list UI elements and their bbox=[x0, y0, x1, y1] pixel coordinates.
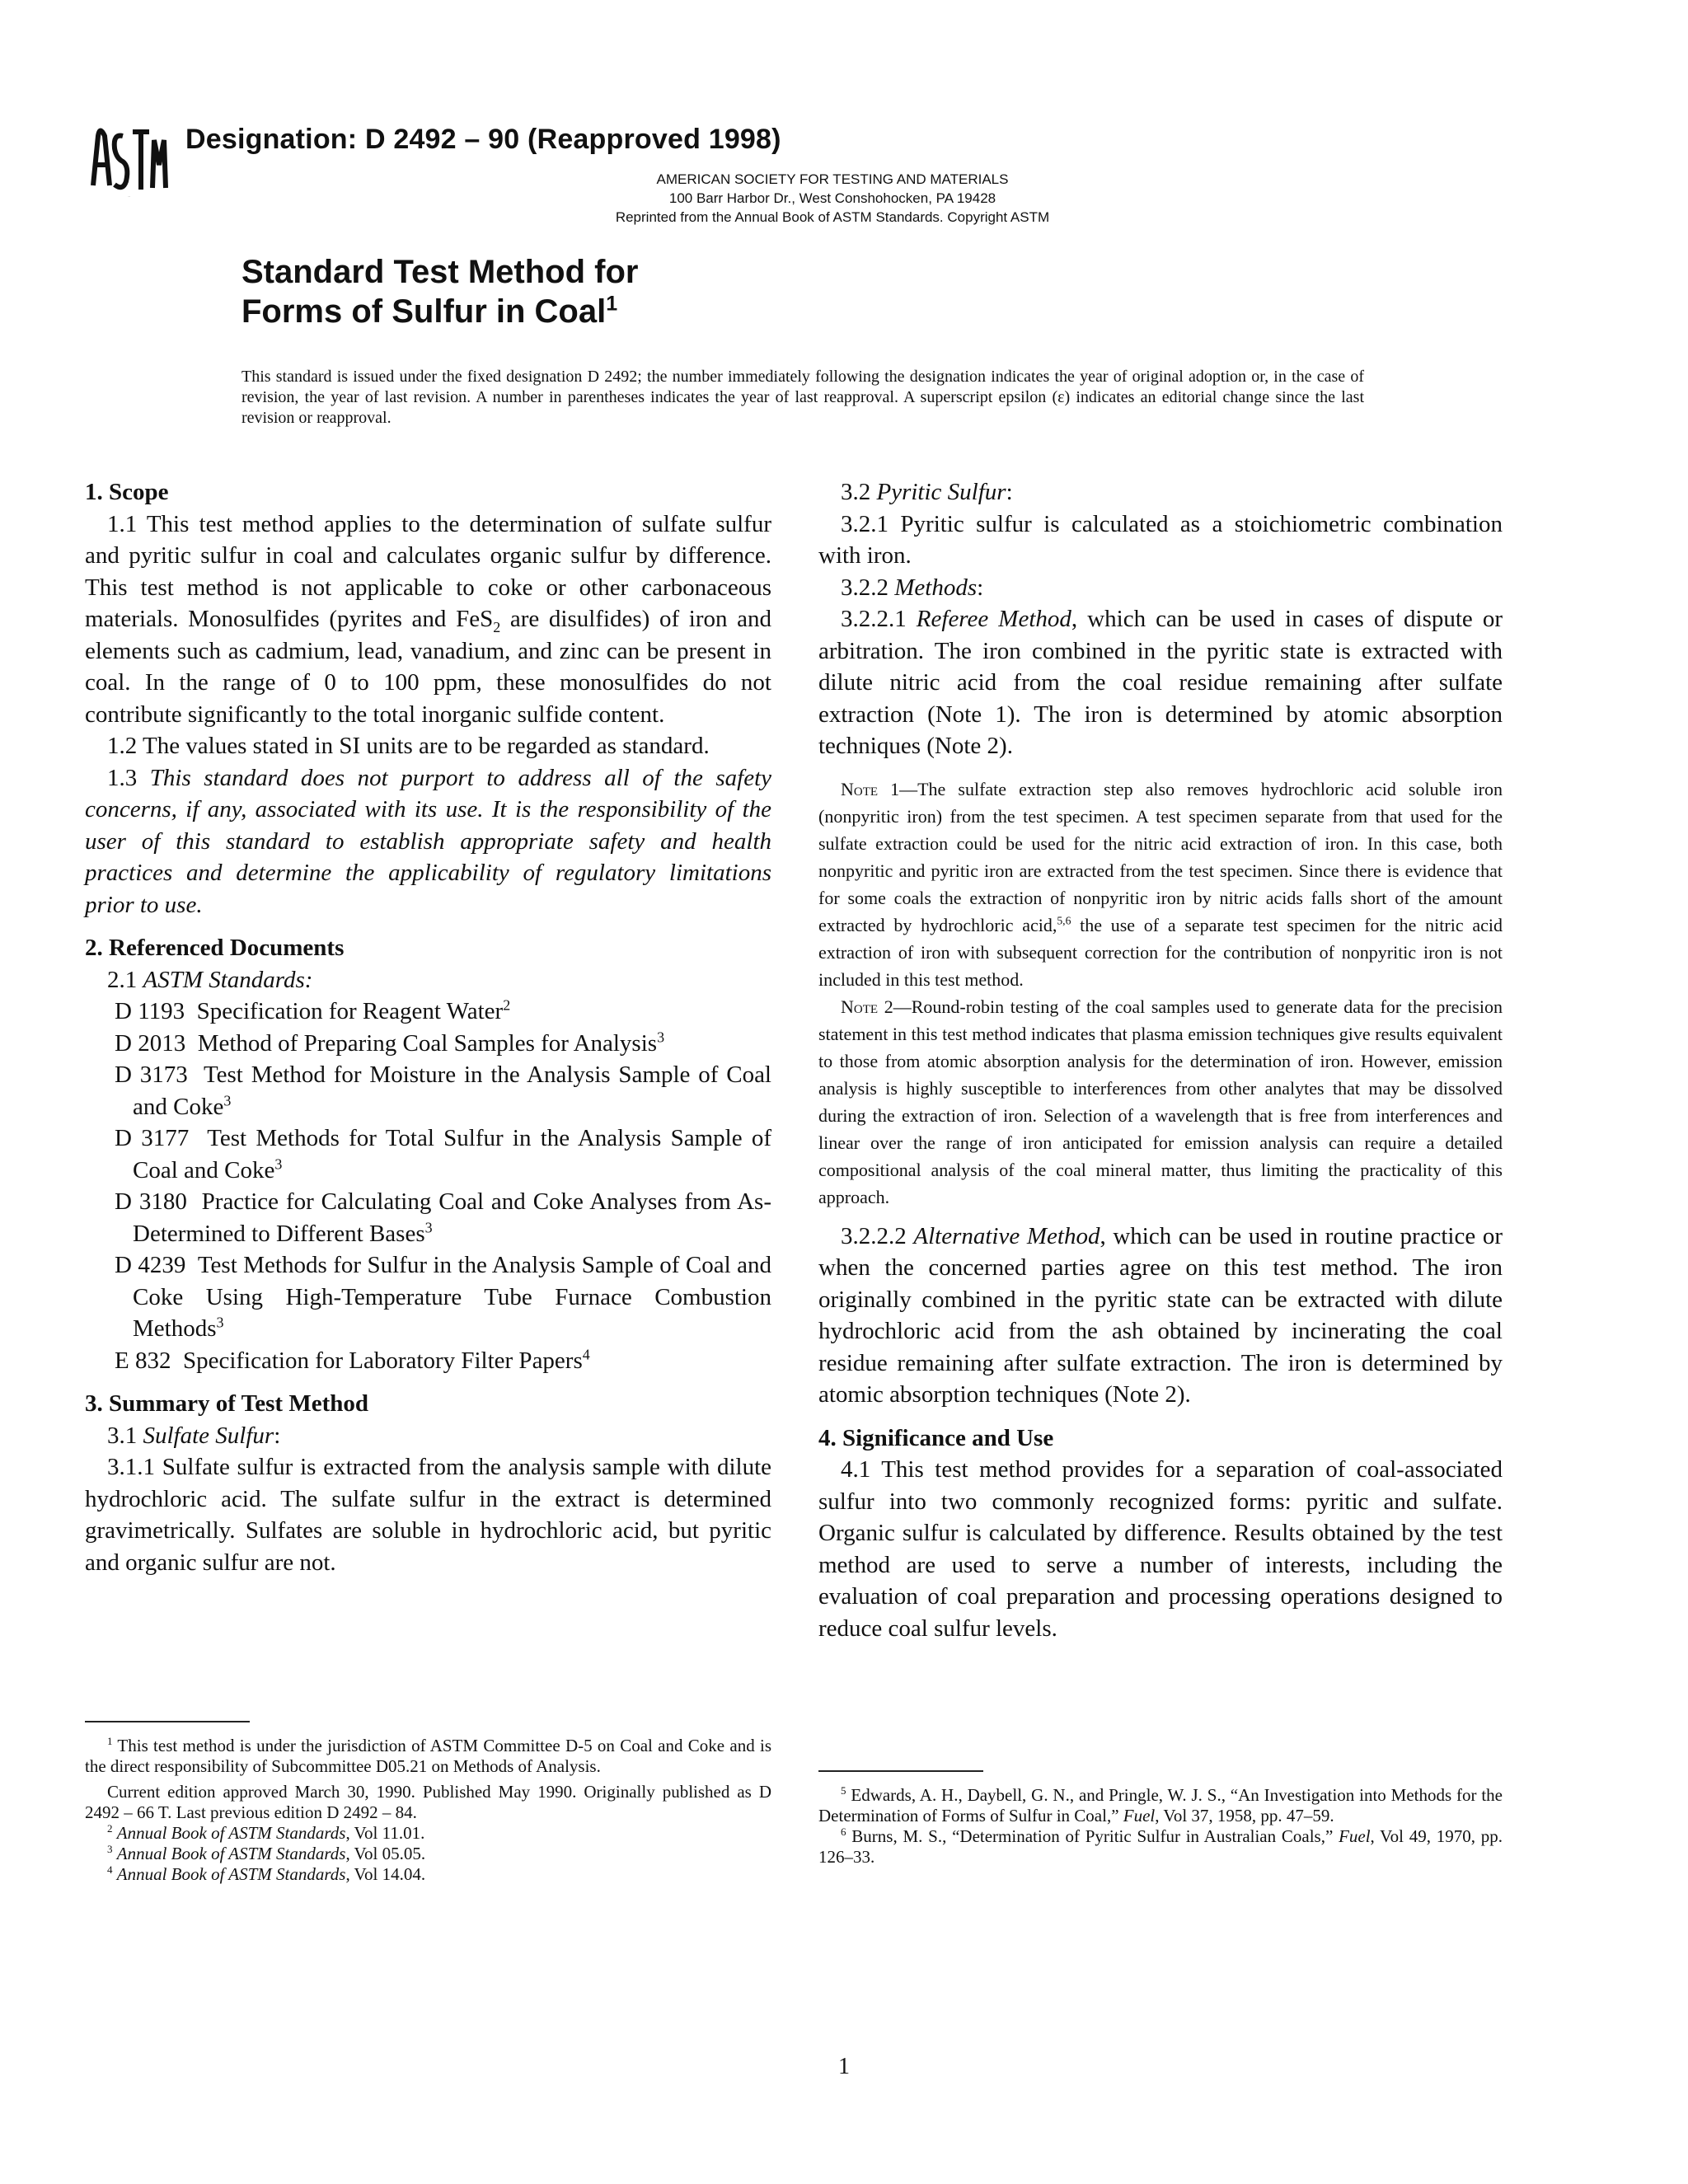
section-3-heading: 3. Summary of Test Method bbox=[85, 1390, 368, 1417]
section-4-heading: 4. Significance and Use bbox=[818, 1424, 1054, 1451]
note-2-label: Note bbox=[841, 996, 879, 1017]
reference-item-footnote: 2 bbox=[503, 996, 511, 1014]
footnote-6 bbox=[818, 1826, 1503, 1868]
para-1-1 bbox=[85, 509, 771, 731]
right-column bbox=[818, 476, 1503, 1644]
footnote-3-rest: , Vol 05.05. bbox=[345, 1844, 426, 1863]
reference-item bbox=[85, 996, 771, 1028]
footnote-5-text-a: Edwards, A. H., Daybell, G. N., and Pringle, W. J. S., “An Investigation into Methods for the Determination of Forms of Sulfur in Coal,” bbox=[818, 1785, 1503, 1825]
reference-item bbox=[85, 1345, 771, 1377]
reference-item-footnote: 4 bbox=[582, 1345, 590, 1362]
para-1-3-num: 1.3 bbox=[107, 764, 150, 791]
para-3-2-num: 3.2 bbox=[841, 479, 877, 505]
footnote-2-mark: 2 bbox=[107, 1822, 113, 1835]
note-2-text: 2—Round-robin testing of the coal samples used to generate data for the precision statement in this test method indicates that plasma emission techniques give results equivalent to those from atomic absorption analysis for the determination of iron. However, emission analysis is highly susceptible to interferences from other analytes that may be dissolved during the extraction of iron. Selection of a wavelength that is free from interferences and linear over the range of iron anticipated for emission analysis can require a detailed compositional analysis of the coal mineral matter, thus limiting the practicality of this approach. bbox=[818, 996, 1503, 1207]
para-3-2-2: 3.2.2 Methods: bbox=[841, 574, 984, 601]
title-line-2-text: Forms of Sulfur in Coal bbox=[241, 293, 607, 330]
referenced-documents-list bbox=[85, 996, 778, 1376]
footnote-2 bbox=[85, 1823, 771, 1844]
issuance-note: This standard is issued under the fixed designation D 2492; the number immediately following the designation indicates the year of original adoption or, in the case of revision, the year of last revision. A number in parentheses indicates the year of last reapproval. A superscript epsilon (ε) indicates an editorial change since the last revision or reapproval. bbox=[241, 368, 1364, 427]
footnote-6-mark: 6 bbox=[841, 1825, 846, 1838]
note-1-text-b: the use of a separate test specimen for the nitric acid extraction of iron with subsequent correction for the contribution of nonpyritic iron is not included in this test method. bbox=[818, 914, 1503, 990]
title-line-1: Standard Test Method for bbox=[241, 254, 639, 290]
para-3-2-2-2-label: Alternative Method bbox=[913, 1222, 1100, 1249]
footnote-5-text-b: , Vol 37, 1958, pp. 47–59. bbox=[1155, 1806, 1334, 1825]
para-3-2-label: Pyritic Sulfur bbox=[876, 479, 1006, 505]
publisher-line-3: Reprinted from the Annual Book of ASTM Standards. Copyright ASTM bbox=[615, 209, 1050, 225]
reference-item bbox=[85, 1122, 778, 1186]
footnote-1-mark: 1 bbox=[107, 1735, 113, 1747]
para-3-2: 3.2 Pyritic Sulfur: bbox=[841, 479, 1013, 505]
footnotes-right bbox=[818, 1770, 1503, 1868]
reference-item-text: D 4239 Test Methods for Sulfur in the Analysis Sample of Coal and Coke Using High-Temperature Tube Furnace Combustion Methods bbox=[115, 1252, 778, 1342]
para-3-2-2-1-label: Referee Method bbox=[916, 606, 1071, 632]
footnote-1 bbox=[85, 1736, 771, 1777]
reference-item bbox=[85, 1059, 778, 1122]
para-3-2-2-label: Methods bbox=[894, 574, 978, 601]
left-column bbox=[85, 476, 778, 1578]
reference-item-text: D 2013 Method of Preparing Coal Samples for Analysis bbox=[115, 1029, 658, 1057]
note-1-text-a: 1—The sulfate extraction step also removes hydrochloric acid soluble iron (nonpyritic iron) from the test specimen. A test specimen separate from that used for the sulfate extraction could be used for the nitric acid extraction of iron. In this case, both nonpyritic and pyritic iron are extracted from the test specimen. Since there is evidence that for some coals the extraction of nonpyritic iron by nitric acids falls short of the amount extracted by hydrochloric acid, bbox=[818, 778, 1503, 935]
para-2-1-label: ASTM Standards: bbox=[143, 966, 313, 993]
footnote-5-mark: 5 bbox=[841, 1784, 846, 1797]
footnote-6-text-b: , Vol 49, 1970, pp. 126–33. bbox=[818, 1826, 1503, 1867]
footnote-3 bbox=[85, 1844, 771, 1864]
para-1-1-text-b: are disulfides) of iron and elements such as cadmium, lead, vanadium, and zinc can be present in coal. In the range of 0 to 100 ppm, these monosulfides do not contribute significantly to the total inorganic sulfide content. bbox=[85, 606, 772, 728]
footnote-2-rest: , Vol 11.01. bbox=[345, 1823, 425, 1843]
note-1-sup: 5,6 bbox=[1057, 914, 1071, 927]
footnote-5-journal: Fuel bbox=[1123, 1806, 1156, 1825]
reference-item-footnote: 3 bbox=[657, 1028, 665, 1045]
note-1 bbox=[818, 776, 1503, 993]
section-1-heading: 1. Scope bbox=[85, 479, 169, 505]
para-1-1-text-a: 1.1 This test method applies to the determination of sulfate sulfur and pyritic sulfur in coal and calculates organic sulfur by difference. This test method is not applicable to coke or other carbonaceous materials. Monosulfides (pyrites and FeS bbox=[85, 510, 771, 632]
document-title bbox=[241, 252, 638, 331]
reference-item-footnote: 3 bbox=[223, 1091, 232, 1108]
reference-item-footnote: 3 bbox=[216, 1314, 224, 1331]
logo-text: ASTM bbox=[128, 197, 130, 198]
reference-item-text: D 1193 Specification for Reagent Water bbox=[115, 998, 504, 1024]
reference-item-text: D 3173 Test Method for Moisture in the Analysis Sample of Coal and Coke bbox=[115, 1062, 778, 1120]
reference-item bbox=[85, 1249, 778, 1345]
footnote-1-text: This test method is under the jurisdiction of ASTM Committee D-5 on Coal and Coke and is the direct responsibility of Subcommittee D05.21 on Methods of Analysis. bbox=[85, 1736, 771, 1776]
title-footnote-mark: 1 bbox=[606, 292, 618, 316]
publisher-line-2: 100 Barr Harbor Dr., West Conshohocken, PA 19428 bbox=[668, 190, 996, 206]
reference-item-text: D 3180 Practice for Calculating Coal and Coke Analyses from As-Determined to Different Bases bbox=[115, 1188, 771, 1247]
footnote-6-text-a: Burns, M. S., “Determination of Pyritic Sulfur in Australian Coals,” bbox=[846, 1826, 1339, 1846]
para-2-1 bbox=[85, 964, 771, 996]
footnote-4-mark: 4 bbox=[107, 1863, 113, 1876]
para-1-2: 1.2 The values stated in SI units are to be regarded as standard. bbox=[107, 733, 710, 759]
reference-item bbox=[85, 1028, 771, 1060]
para-3-1-label: Sulfate Sulfur bbox=[143, 1422, 274, 1449]
publisher-line-1: AMERICAN SOCIETY FOR TESTING AND MATERIALS bbox=[656, 171, 1009, 187]
reference-item-text: E 832 Specification for Laboratory Filter Papers bbox=[115, 1347, 583, 1374]
astm-logo bbox=[87, 115, 169, 198]
para-1-3 bbox=[85, 762, 771, 921]
designation: Designation: D 2492 – 90 (Reapproved 1998) bbox=[185, 124, 781, 155]
para-1-1-sub: 2 bbox=[493, 618, 501, 635]
para-3-2-2-1-text: , which can be used in cases of dispute or arbitration. The iron combined in the pyritic state is extracted with dilute nitric acid from the coal residue remaining after sulfate extraction (Note 1). The iron is determined by atomic absorption techniques (Note 2). bbox=[818, 606, 1503, 759]
reference-item-footnote: 3 bbox=[274, 1155, 283, 1172]
title-line-2 bbox=[241, 292, 638, 331]
para-3-2-1: 3.2.1 Pyritic sulfur is calculated as a stoichiometric combination with iron. bbox=[818, 510, 1503, 569]
footnote-3-title: Annual Book of ASTM Standards bbox=[116, 1844, 346, 1863]
footnote-1-edition: Current edition approved March 30, 1990. Published May 1990. Originally published as D 2492 – 66 T. Last previous edition D 2492 – 84. bbox=[85, 1782, 771, 1822]
footnote-4-rest: , Vol 14.04. bbox=[345, 1864, 426, 1884]
footnote-3-mark: 3 bbox=[107, 1843, 113, 1855]
para-3-2-2-2 bbox=[818, 1221, 1503, 1411]
para-1-3-text: This standard does not purport to address all of the safety concerns, if any, associated with its use. It is the responsibility of the user of this standard to establish appropriate safety and health practices and determine the applicability of regulatory limitations prior to use. bbox=[85, 764, 771, 918]
para-3-2-2-1 bbox=[818, 603, 1503, 762]
para-3-1-num: 3.1 bbox=[107, 1422, 143, 1449]
footnote-5 bbox=[818, 1785, 1503, 1826]
footnote-4 bbox=[85, 1864, 771, 1885]
para-3-1: 3.1 Sulfate Sulfur: bbox=[107, 1422, 281, 1449]
para-3-2-2-num: 3.2.2 bbox=[841, 574, 895, 601]
footnotes-left bbox=[85, 1721, 771, 1885]
page-number: 1 bbox=[838, 2054, 850, 2079]
footnote-4-title: Annual Book of ASTM Standards bbox=[116, 1864, 346, 1884]
para-3-1-1: 3.1.1 Sulfate sulfur is extracted from the analysis sample with dilute hydrochloric acid. The sulfate sulfur in the extract is determined gravimetrically. Sulfates are soluble in hydrochloric acid, but pyritic and organic sulfur are not. bbox=[85, 1454, 771, 1576]
section-2-heading: 2. Referenced Documents bbox=[85, 935, 345, 961]
footnote-2-title: Annual Book of ASTM Standards bbox=[116, 1823, 346, 1843]
reference-item-text: D 3177 Test Methods for Total Sulfur in the Analysis Sample of Coal and Coke bbox=[115, 1125, 778, 1183]
note-2 bbox=[818, 993, 1503, 1211]
para-2-1-num: 2.1 bbox=[107, 966, 143, 993]
para-3-2-2-2-text: , which can be used in routine practice or when the concerned parties agree on this test method. The iron originally combined in the pyritic state can be extracted with dilute hydrochloric acid from the ash obtained by incinerating the coal residue remaining after sulfate extraction. The iron is determined by atomic absorption techniques (Note 2). bbox=[818, 1222, 1503, 1408]
footnote-6-journal: Fuel bbox=[1339, 1826, 1371, 1846]
para-3-2-2-1-num: 3.2.2.1 bbox=[841, 606, 917, 632]
para-4-1: 4.1 This test method provides for a separation of coal-associated sulfur into two commonly recognized forms: pyritic and sulfate. Organic sulfur is calculated by difference. Results obtained by the test method are used to serve a number of interests, including the evaluation of coal preparation and processing operations designed to reduce coal sulfur levels. bbox=[818, 1456, 1503, 1642]
reference-item bbox=[85, 1186, 771, 1249]
note-1-label: Note bbox=[841, 778, 879, 799]
para-3-2-2-2-num: 3.2.2.2 bbox=[841, 1222, 914, 1249]
reference-item-footnote: 3 bbox=[424, 1218, 433, 1235]
